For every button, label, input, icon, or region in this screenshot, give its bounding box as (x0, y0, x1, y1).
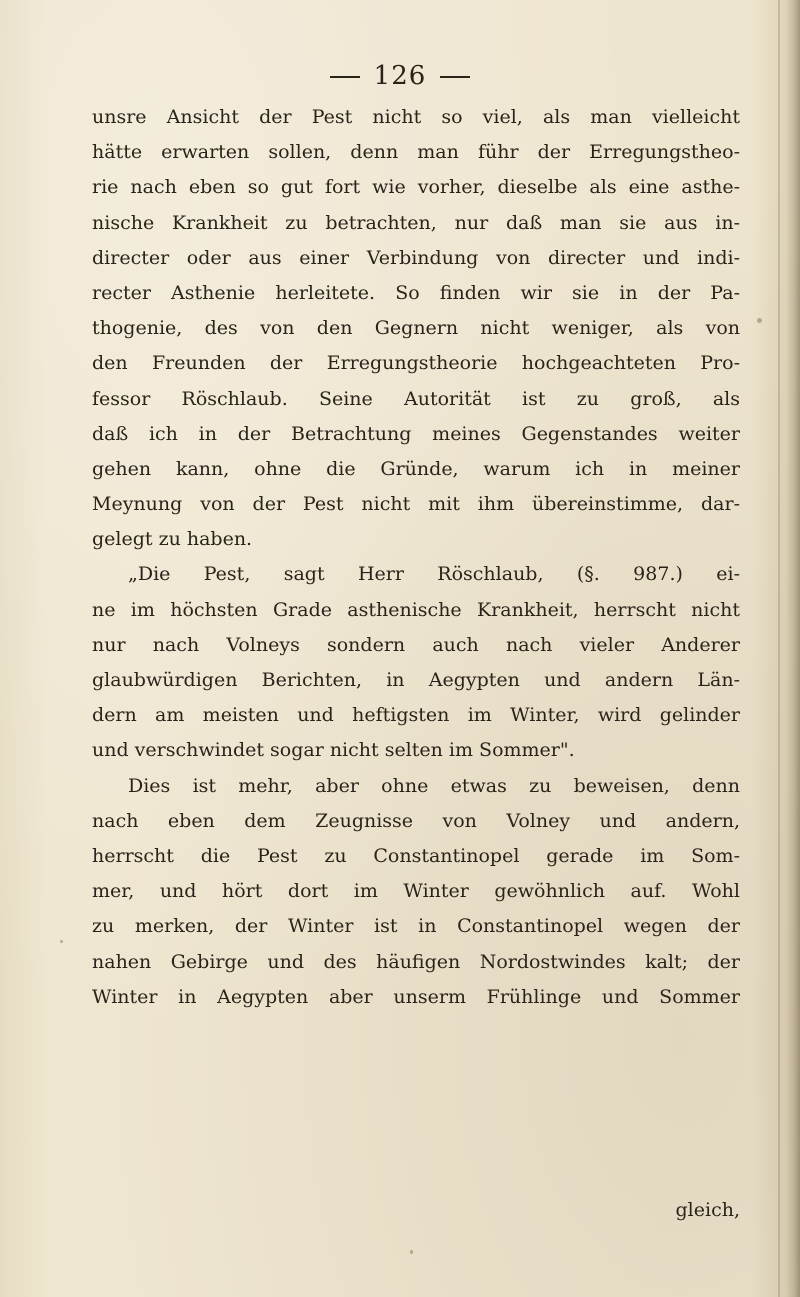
paper-speck (410, 1250, 413, 1254)
text-line: directer oder aus einer Verbindung von directer und indi- (92, 246, 740, 269)
text-line: glaubwürdigen Berichten, in Aegypten und andern Län- (92, 669, 740, 691)
body-text (92, 100, 740, 1015)
text-line: nur nach Volneys sondern auch nach vieler Anderer (92, 633, 740, 656)
text-line: daß ich in der Betrachtung meines Gegenstandes weiter (92, 422, 740, 445)
text-line: herrscht die Pest zu Constantinopel gerade im Som- (92, 844, 740, 867)
text-line: Dies ist mehr, aber ohne etwas zu beweisen, denn (128, 774, 740, 797)
paper-speck (60, 940, 63, 943)
paper-speck (757, 318, 762, 323)
text-line: Winter in Aegypten aber unserm Frühlinge und Sommer (92, 985, 740, 1008)
text-line: thogenie, des von den Gegnern nicht weniger, als von (92, 317, 740, 340)
text-line: zu merken, der Winter ist in Constantinopel wegen der (92, 915, 740, 938)
page-fold-line (778, 0, 780, 1297)
text-line: fessor Röschlaub. Seine Autorität ist zu groß, als (92, 387, 740, 410)
text-line: nische Krankheit zu betrachten, nur daß man sie aus in- (92, 211, 740, 234)
text-line: mer, und hört dort im Winter gewöhnlich auf. Wohl (92, 880, 740, 903)
text-line: dern am meisten und heftigsten im Winter, wird gelinder (92, 704, 740, 727)
header-dash-right (440, 76, 470, 78)
header-dash-left (330, 76, 360, 78)
text-line: ne im höchsten Grade asthenische Krankheit, herrscht nicht (92, 598, 740, 621)
page-header (0, 56, 800, 96)
text-line: Meynung von der Pest nicht mit ihm übereinstimme, dar- (92, 493, 740, 516)
text-line: hätte erwarten sollen, denn man führ der Erregungstheo- (92, 141, 740, 164)
text-line: recter Asthenie herleitete. So finden wir sie in der Pa- (92, 281, 740, 304)
text-line: und verschwindet sogar nicht selten im Sommer". (92, 739, 575, 762)
text-line: unsre Ansicht der Pest nicht so viel, als man vielleicht (92, 106, 740, 128)
page-number: 126 (373, 61, 427, 91)
page-edge-shadow (786, 0, 800, 1297)
text-line: nahen Gebirge und des häufigen Nordostwindes kalt; der (92, 950, 740, 973)
text-line: nach eben dem Zeugnisse von Volney und andern, (92, 809, 740, 832)
text-line: den Freunden der Erregungstheorie hochgeachteten Pro- (92, 352, 740, 375)
text-line: rie nach eben so gut fort wie vorher, dieselbe als eine asthe- (92, 176, 740, 199)
text-line: „Die Pest, sagt Herr Röschlaub, (§. 987.) ei- (128, 563, 740, 586)
text-line: gelegt zu haben. (92, 528, 253, 551)
catchword: gleich, (675, 1199, 740, 1221)
text-line: gehen kann, ohne die Gründe, warum ich in meiner (92, 457, 740, 480)
